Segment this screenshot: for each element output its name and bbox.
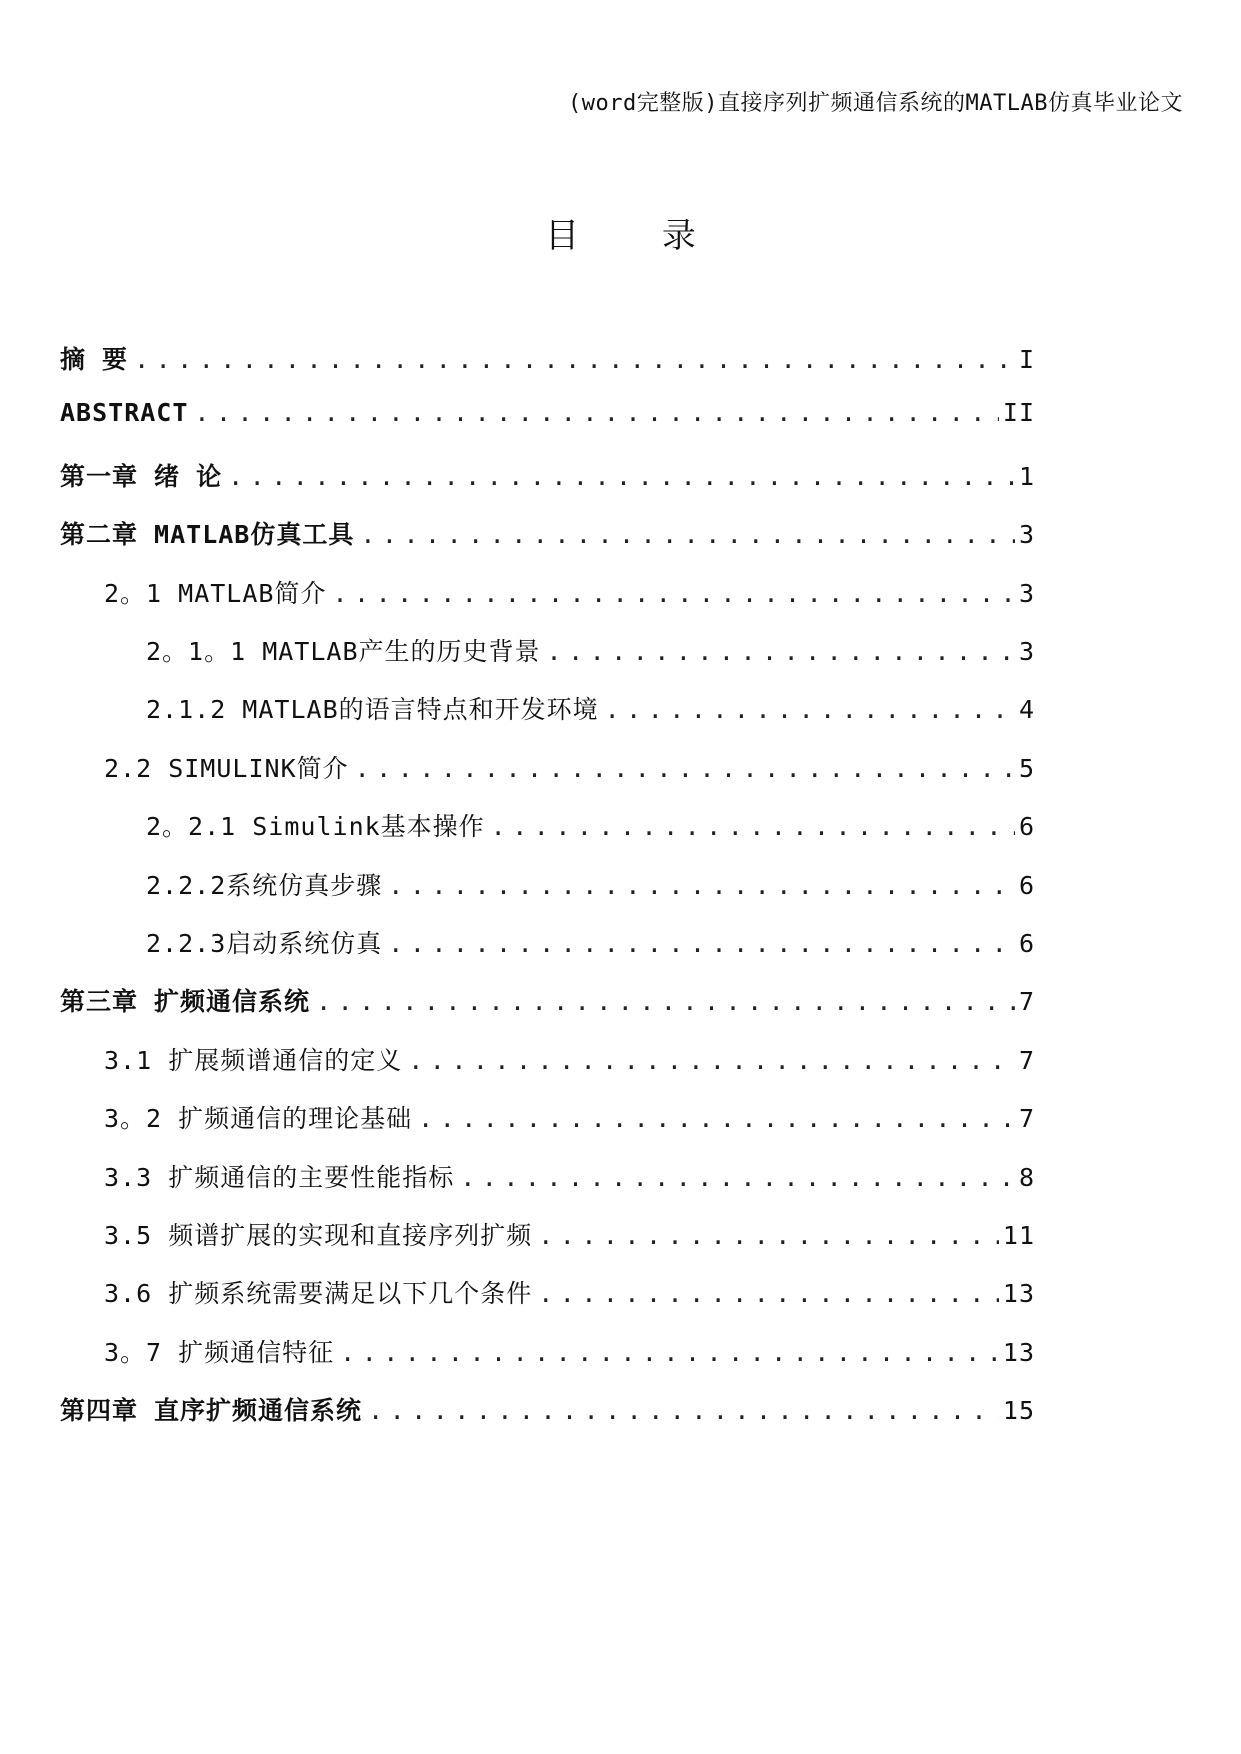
toc-leader-dots xyxy=(194,398,998,427)
toc-entry[interactable] xyxy=(60,398,1035,438)
toc-leader-dots xyxy=(605,695,1015,724)
toc-entry-label: 2.2.2系统仿真步骤 xyxy=(146,870,383,900)
toc-entry-label: 3.6 扩频系统需要满足以下几个条件 xyxy=(104,1279,533,1309)
toc-leader-dots xyxy=(360,520,1015,549)
toc-entry[interactable] xyxy=(104,749,1035,789)
toc-entry[interactable] xyxy=(146,807,1035,847)
toc-entry-label: 第四章 直序扩频通信系统 xyxy=(60,1396,363,1426)
toc-entry-label: ABSTRACT xyxy=(60,398,189,428)
toc-entry-page-number: 13 xyxy=(1002,1337,1035,1367)
toc-leader-dots xyxy=(460,1163,1015,1192)
toc-entry-page-number: 8 xyxy=(1018,1162,1035,1192)
toc-entry-page-number: 7 xyxy=(1018,987,1035,1017)
toc-entry[interactable] xyxy=(60,982,1035,1022)
toc-entry[interactable] xyxy=(60,1391,1035,1431)
toc-entry-page-number: 11 xyxy=(1002,1221,1035,1250)
toc-leader-dots xyxy=(408,1046,1015,1075)
toc-entry[interactable] xyxy=(60,515,1035,555)
toc-entry-label: 3.3 扩频通信的主要性能指标 xyxy=(104,1162,455,1192)
toc-entry[interactable] xyxy=(60,457,1035,497)
toc-entry[interactable] xyxy=(104,1216,1035,1256)
toc-leader-dots xyxy=(355,754,1015,783)
toc-entry-page-number: 4 xyxy=(1018,695,1035,725)
toc-leader-dots xyxy=(491,812,1015,841)
toc-entry[interactable] xyxy=(104,1158,1035,1198)
toc-entry-page-number: 3 xyxy=(1018,637,1035,666)
toc-entry-page-number: 15 xyxy=(1002,1396,1035,1426)
toc-entry-label: 2.2.3启动系统仿真 xyxy=(146,929,383,958)
toc-entry-page-number: 3 xyxy=(1018,520,1035,550)
toc-entry[interactable] xyxy=(146,690,1035,730)
toc-entry[interactable] xyxy=(104,1099,1035,1139)
toc-entry-label: 摘 要 xyxy=(60,345,129,374)
toc-leader-dots xyxy=(388,871,1015,900)
toc-leader-dots xyxy=(340,1338,999,1367)
toc-entry[interactable] xyxy=(60,340,1035,380)
toc-leader-dots xyxy=(547,637,1015,666)
toc-leader-dots xyxy=(316,987,1015,1016)
toc-entry-page-number: 3 xyxy=(1018,578,1035,608)
toc-entry[interactable] xyxy=(146,924,1035,964)
toc-leader-dots xyxy=(538,1279,999,1308)
toc-entry-label: 3.5 频谱扩展的实现和直接序列扩频 xyxy=(104,1221,533,1250)
toc-entry[interactable] xyxy=(104,1333,1035,1373)
toc-entry-label: 2.2 SIMULINK简介 xyxy=(104,753,349,783)
toc-entry-page-number: I xyxy=(1018,345,1035,374)
toc-entry-page-number: 6 xyxy=(1018,870,1035,900)
toc-entry[interactable] xyxy=(104,1274,1035,1314)
toc-leader-dots xyxy=(388,929,1015,958)
toc-entry[interactable] xyxy=(146,866,1035,906)
toc-entry-page-number: 1 xyxy=(1018,461,1035,491)
page-title: 目 录 xyxy=(545,216,732,256)
toc-leader-dots xyxy=(538,1221,999,1250)
running-header: (word完整版)直接序列扩频通信系统的MATLAB仿真毕业论文 xyxy=(568,91,1183,116)
toc-entry-page-number: II xyxy=(1002,398,1035,428)
toc-entry-page-number: 6 xyxy=(1018,929,1035,958)
toc-leader-dots xyxy=(332,579,1014,608)
toc-entry-page-number: 13 xyxy=(1002,1279,1035,1309)
toc-entry-label: 3。2 扩频通信的理论基础 xyxy=(104,1104,413,1134)
toc-entry-label: 3.1 扩展频谱通信的定义 xyxy=(104,1045,403,1075)
toc-entry[interactable] xyxy=(104,1041,1035,1081)
toc-entry[interactable] xyxy=(104,574,1035,614)
toc-leader-dots xyxy=(228,462,1015,491)
toc-entry-label: 2。1。1 MATLAB产生的历史背景 xyxy=(146,637,541,666)
toc-entry-page-number: 5 xyxy=(1018,753,1035,783)
toc-entry-label: 2。1 MATLAB简介 xyxy=(104,578,327,608)
toc-entry-page-number: 7 xyxy=(1018,1045,1035,1075)
toc-leader-dots xyxy=(368,1396,999,1425)
toc-entry[interactable] xyxy=(146,632,1035,672)
toc-entry-label: 第一章 绪 论 xyxy=(60,461,223,491)
toc-leader-dots xyxy=(418,1104,1015,1133)
toc-leader-dots xyxy=(134,345,1015,374)
toc-entry-label: 2.1.2 MATLAB的语言特点和开发环境 xyxy=(146,695,599,725)
toc-entry-page-number: 6 xyxy=(1018,812,1035,842)
toc-entry-label: 3。7 扩频通信特征 xyxy=(104,1337,335,1367)
toc-entry-label: 2。2.1 Simulink基本操作 xyxy=(146,812,485,842)
toc-entry-label: 第二章 MATLAB仿真工具 xyxy=(60,520,355,550)
toc-entry-page-number: 7 xyxy=(1018,1104,1035,1134)
toc-entry-label: 第三章 扩频通信系统 xyxy=(60,987,311,1017)
